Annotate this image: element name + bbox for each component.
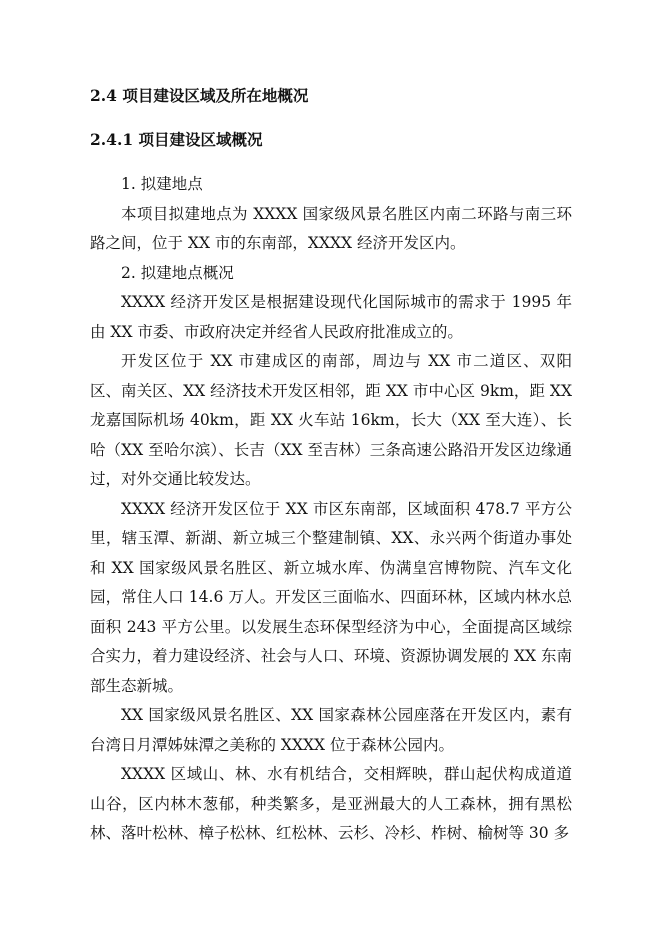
- paragraph-zone-location-transport: 开发区位于 XX 市建成区的南部，周边与 XX 市二道区、双阳区、南关区、XX 经济技术开发区相邻，距 XX 市中心区 9km，距 XX 龙嘉国际机场 40km，距 XX 火车站 16km，长大（XX 至大连）、长哈（XX 至哈尔滨）、长吉（XX 至吉林）三条高速公路沿开发区边缘通过，对外交通比较发达。: [90, 352, 572, 488]
- document-body: [90, 170, 572, 849]
- paragraph-site-location: 本项目拟建地点为 XXXX 国家级风景名胜区内南二环路与南三环路之间，位于 XX 市的东南部，XXXX 经济开发区内。: [90, 204, 572, 252]
- paragraph-scenic-area: XX 国家级风景名胜区、XX 国家森林公园座落在开发区内，素有台湾日月潭姊妹潭之美称的 XXXX 位于森林公园内。: [90, 706, 572, 754]
- paragraph-site-title: 1. 拟建地点: [121, 175, 203, 193]
- paragraph-forest-resources: XXXX 区域山、林、水有机结合，交相辉映，群山起伏构成道道山谷，区内林木葱郁，种类繁多，是亚洲最大的人工森林，拥有黑松林、落叶松林、樟子松林、红松林、云杉、冷杉、柞树、榆树等 30 多: [90, 765, 572, 842]
- paragraph-zone-area-population: XXXX 经济开发区位于 XX 市区东南部，区域面积 478.7 平方公里，辖玉潭、新湖、新立城三个整建制镇、XX、永兴两个街道办事处和 XX 国家级风景名胜区、新立城水库、伪满皇宫博物院、汽车文化园，常住人口 14.6 万人。开发区三面临水、四面环林，区域内林水总面积 243 平方公里。以发展生态环保型经济为中心，全面提高区域综合实力，着力建设经济、社会与人口、环境、资源协调发展的 XX 东南部生态新城。: [90, 499, 572, 695]
- section-heading-2-4: 2.4 项目建设区域及所在地概况: [90, 86, 309, 105]
- paragraph-zone-founding: XXXX 经济开发区是根据建设现代化国际城市的需求于 1995 年由 XX 市委、市政府决定并经省人民政府批准成立的。: [90, 293, 572, 341]
- section-heading-2-4-1: 2.4.1 项目建设区域概况: [90, 130, 263, 149]
- paragraph-site-overview-title: 2. 拟建地点概况: [121, 263, 234, 282]
